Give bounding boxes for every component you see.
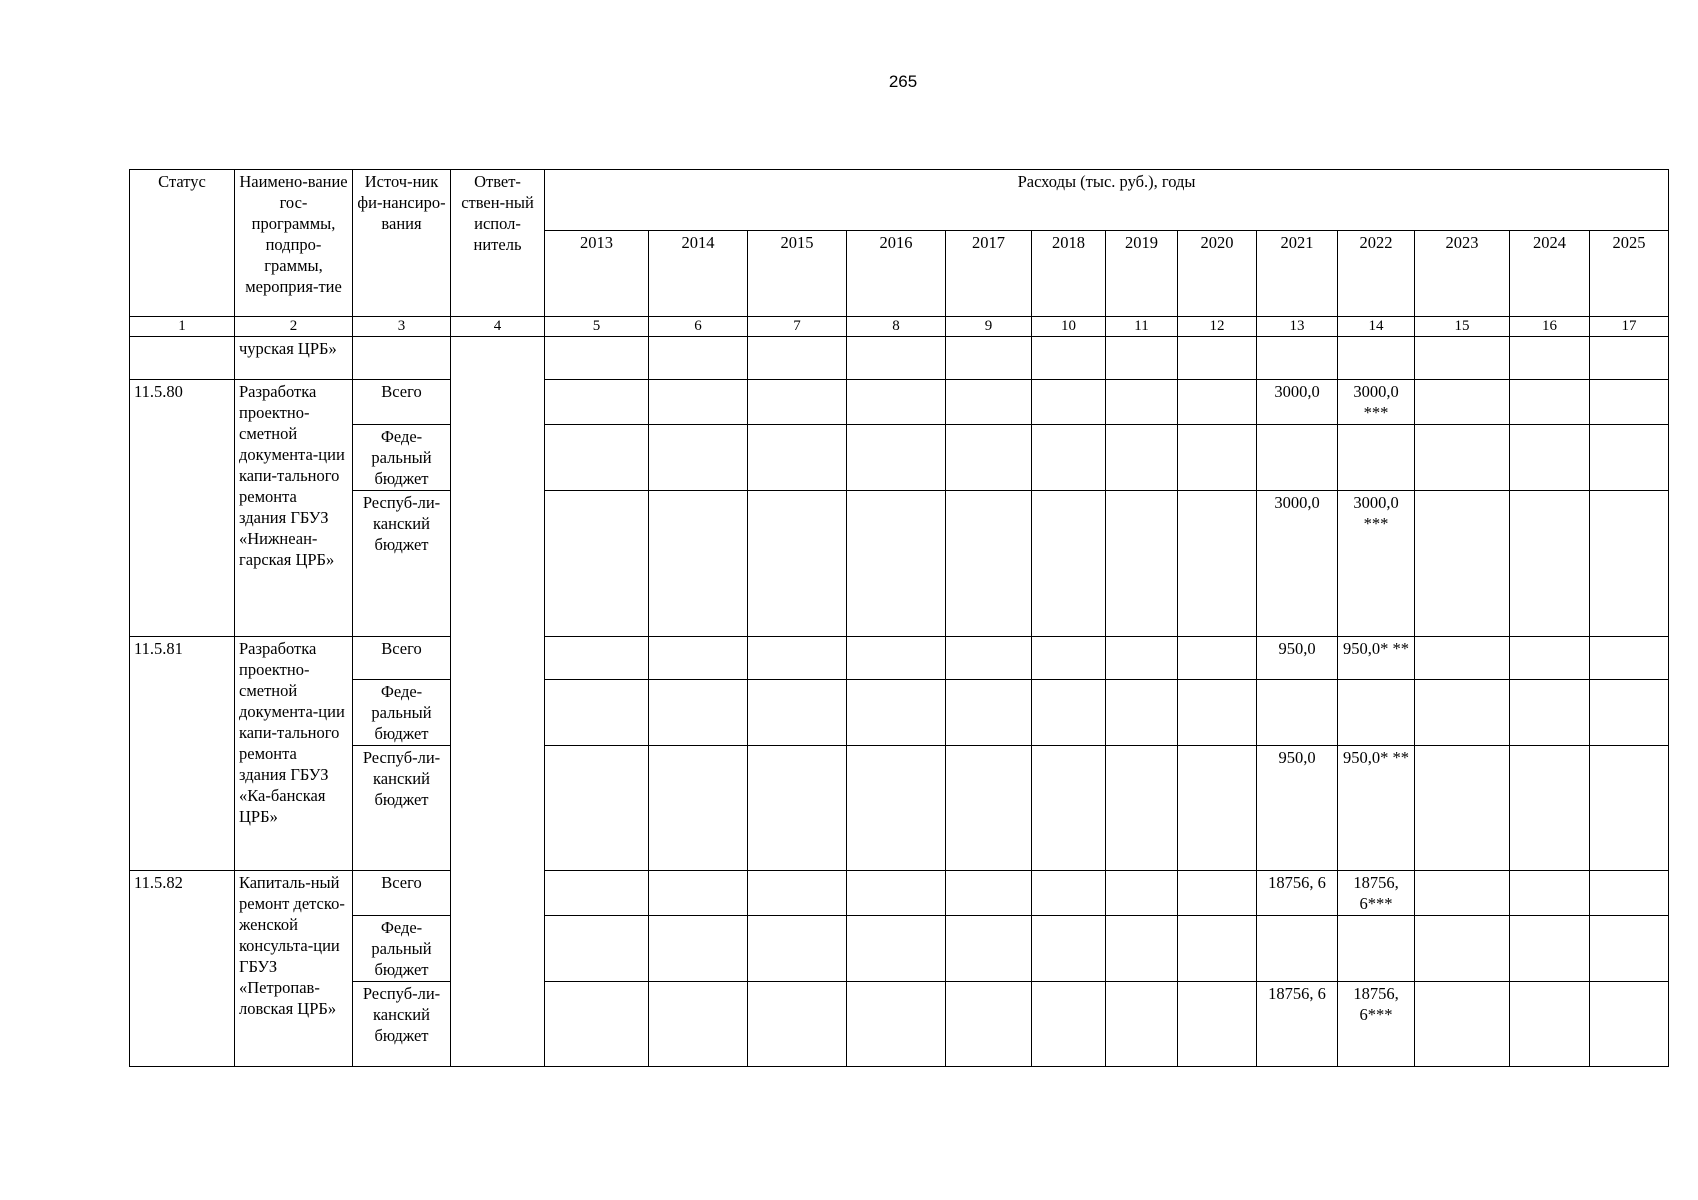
- header-executor: Ответ-ствен-ный испол-нитель: [451, 170, 545, 317]
- source-cell: Всего: [353, 871, 451, 916]
- table-row: [130, 680, 1669, 746]
- table-row: [130, 746, 1669, 871]
- source-cell: Феде-ральный бюджет: [353, 680, 451, 746]
- year-header: 2013: [545, 231, 649, 317]
- source-cell: Всего: [353, 637, 451, 680]
- status-cell: [130, 337, 235, 380]
- name-cell: Разработка проектно-сметной документа-ции капи-тального ремонта здания ГБУЗ «Нижнеан-гарская ЦРБ»: [235, 380, 353, 637]
- col-number: 8: [847, 317, 946, 337]
- col-number: 3: [353, 317, 451, 337]
- col-number: 13: [1257, 317, 1338, 337]
- table-row: [130, 337, 1669, 380]
- year-header: 2023: [1415, 231, 1510, 317]
- value-2021: 3000,0: [1257, 491, 1338, 637]
- value-2022: 3000,0 ***: [1338, 380, 1415, 425]
- value-2021: 950,0: [1257, 637, 1338, 680]
- year-header: 2017: [946, 231, 1032, 317]
- value-2021: [1257, 916, 1338, 982]
- year-header: 2015: [748, 231, 847, 317]
- name-cell: Разработка проектно-сметной документа-ции капи-тального ремонта здания ГБУЗ «Ка-банская ЦРБ»: [235, 637, 353, 871]
- year-header: 2025: [1590, 231, 1669, 317]
- year-header: 2018: [1032, 231, 1106, 317]
- col-number: 2: [235, 317, 353, 337]
- col-number: 9: [946, 317, 1032, 337]
- status-cell: 11.5.80: [130, 380, 235, 637]
- col-number: 16: [1510, 317, 1590, 337]
- column-number-row: [130, 317, 1669, 337]
- source-cell: [353, 337, 451, 380]
- value-2021: 18756, 6: [1257, 982, 1338, 1067]
- col-number: 14: [1338, 317, 1415, 337]
- value-2021: 3000,0: [1257, 380, 1338, 425]
- col-number: 12: [1178, 317, 1257, 337]
- value-2022: 18756, 6***: [1338, 871, 1415, 916]
- source-cell: Феде-ральный бюджет: [353, 425, 451, 491]
- table-row: [130, 982, 1669, 1067]
- header-status: Статус: [130, 170, 235, 317]
- year-header: 2022: [1338, 231, 1415, 317]
- col-number: 11: [1106, 317, 1178, 337]
- year-header: 2019: [1106, 231, 1178, 317]
- value-2022: [1338, 680, 1415, 746]
- table-row: [130, 916, 1669, 982]
- header-source: Источ-ник фи-нансиро-вания: [353, 170, 451, 317]
- executor-cell: [451, 337, 545, 1067]
- name-cell: Капиталь-ный ремонт детско-женской консульта-ции ГБУЗ «Петропав-ловская ЦРБ»: [235, 871, 353, 1067]
- col-number: 7: [748, 317, 847, 337]
- col-number: 15: [1415, 317, 1510, 337]
- value-2022: [1338, 916, 1415, 982]
- year-header: 2014: [649, 231, 748, 317]
- value-2022: 18756, 6***: [1338, 982, 1415, 1067]
- col-number: 6: [649, 317, 748, 337]
- expenses-table: [129, 169, 1669, 1067]
- name-cell: чурская ЦРБ»: [235, 337, 353, 380]
- value-2021: 18756, 6: [1257, 871, 1338, 916]
- value-2021: 950,0: [1257, 746, 1338, 871]
- value-2022: 950,0* **: [1338, 746, 1415, 871]
- table-row: [130, 871, 1669, 916]
- year-header: 2016: [847, 231, 946, 317]
- status-cell: 11.5.81: [130, 637, 235, 871]
- col-number: 10: [1032, 317, 1106, 337]
- page-number: 265: [888, 72, 918, 91]
- value-2022: 3000,0 ***: [1338, 491, 1415, 637]
- header-expenses: Расходы (тыс. руб.), годы: [545, 170, 1669, 231]
- year-header: 2020: [1178, 231, 1257, 317]
- value-2022: [1338, 425, 1415, 491]
- source-cell: Респуб-ли-канский бюджет: [353, 491, 451, 637]
- value-2021: [1257, 680, 1338, 746]
- col-number: 17: [1590, 317, 1669, 337]
- source-cell: Респуб-ли-канский бюджет: [353, 746, 451, 871]
- table-row: [130, 637, 1669, 680]
- year-header: 2021: [1257, 231, 1338, 317]
- col-number: 4: [451, 317, 545, 337]
- value-2021: [1257, 425, 1338, 491]
- status-cell: 11.5.82: [130, 871, 235, 1067]
- source-cell: Феде-ральный бюджет: [353, 916, 451, 982]
- source-cell: Всего: [353, 380, 451, 425]
- table-row: [130, 491, 1669, 637]
- col-number: 1: [130, 317, 235, 337]
- year-header: 2024: [1510, 231, 1590, 317]
- table-row: [130, 380, 1669, 425]
- value-2022: 950,0* **: [1338, 637, 1415, 680]
- header-name: Наимено-вание гос-программы, подпро-граммы, мероприя-тие: [235, 170, 353, 317]
- header-row-1: [130, 170, 1669, 231]
- source-cell: Респуб-ли-канский бюджет: [353, 982, 451, 1067]
- col-number: 5: [545, 317, 649, 337]
- table-row: [130, 425, 1669, 491]
